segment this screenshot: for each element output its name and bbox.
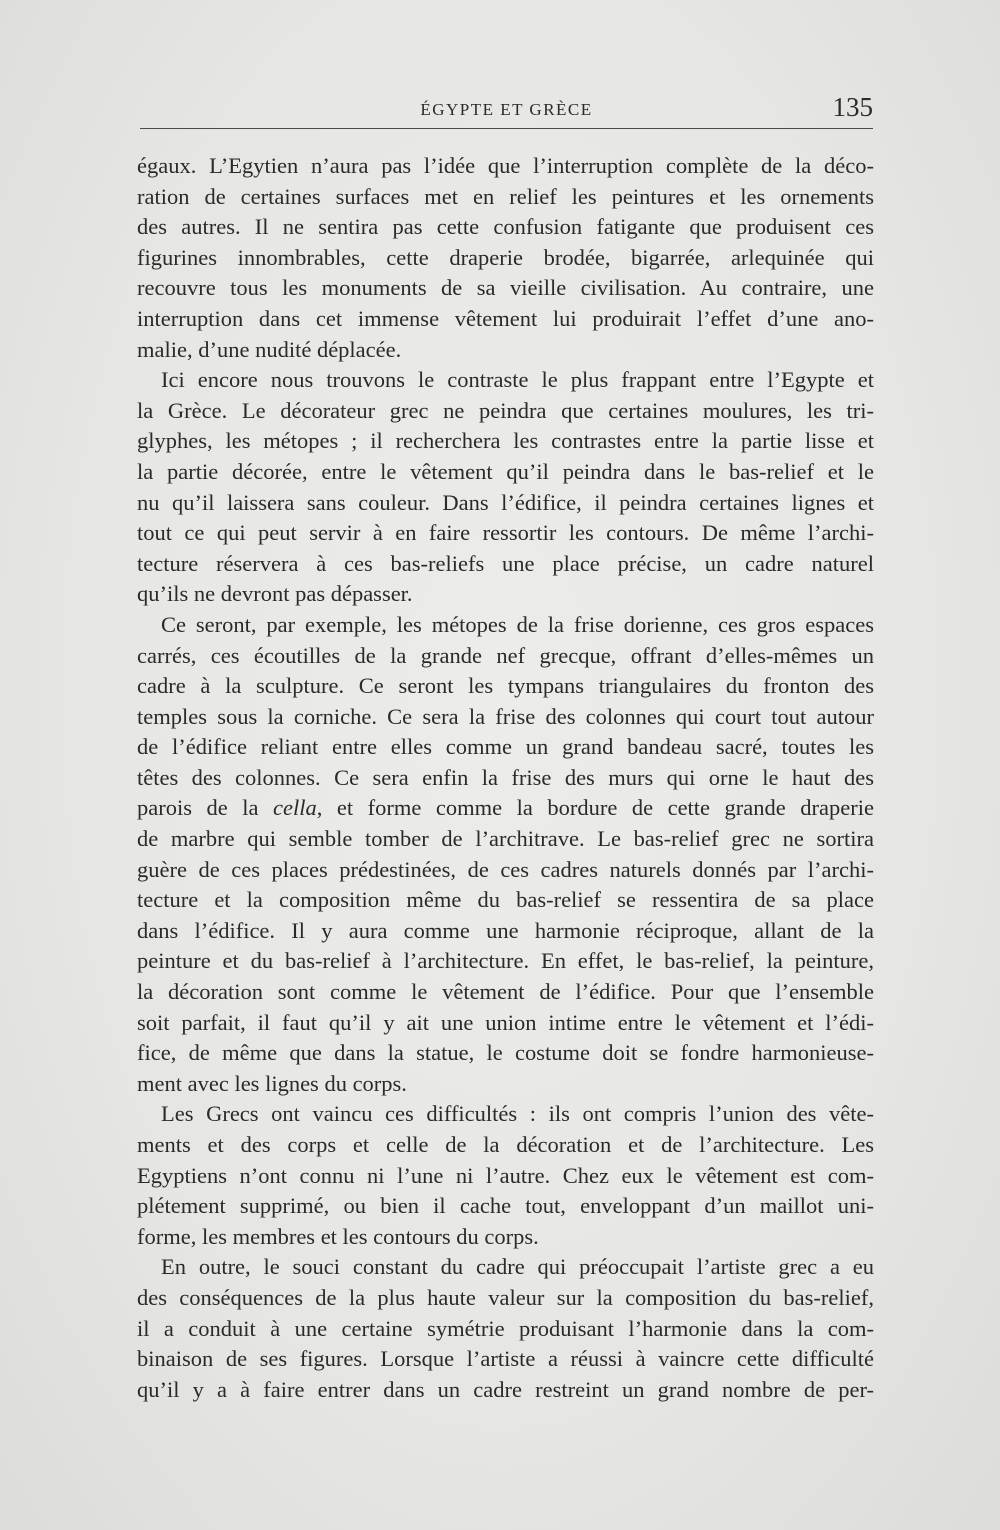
text-line: cadre à la sculpture. Ce seront les tympans triangulaires du fronton des	[137, 673, 874, 699]
text-line: Egyptiens n’ont connu ni l’une ni l’autre. Chez eux le vêtement est com-	[137, 1162, 874, 1188]
text-line: plétement supprimé, ou bien il cache tout, enveloppant d’un maillot uni-	[137, 1193, 874, 1219]
text-line: figurines innombrables, cette draperie brodée, bigarrée, arlequinée qui	[137, 244, 874, 270]
running-title: ÉGYPTE ET GRÈCE	[420, 100, 593, 119]
text-line: la décoration sont comme le vêtement de l’édifice. Pour que l’ensemble	[137, 979, 874, 1005]
text-line: fice, de même que dans la statue, le costume doit se fondre harmonieuse-	[137, 1040, 874, 1066]
text-line: soit parfait, il faut qu’il y ait une union intime entre le vêtement et l’édi-	[137, 1009, 874, 1035]
text-line: des conséquences de la plus haute valeur sur la composition du bas-relief,	[137, 1284, 874, 1310]
text-line: recouvre tous les monuments de sa vieille civilisation. Au contraire, une	[137, 275, 874, 301]
text-line: de l’édifice reliant entre elles comme un grand bandeau sacré, toutes les	[137, 734, 874, 760]
text-line: carrés, ces écoutilles de la grande nef grecque, offrant d’elles-mêmes un	[137, 642, 874, 668]
text-line: la Grèce. Le décorateur grec ne peindra que certaines moulures, les tri-	[137, 397, 874, 423]
text-line: tout ce qui peut servir à en faire ressortir les contours. De même l’archi-	[137, 520, 874, 546]
text-line: guère de ces places prédestinées, de ces cadres naturels donnés par l’archi-	[137, 856, 874, 882]
text-line: la partie décorée, entre le vêtement qu’il peindra dans le bas-relief et le	[137, 458, 874, 484]
body-text	[137, 151, 874, 1405]
text-line: têtes des colonnes. Ce sera enfin la frise des murs qui orne le haut des	[137, 764, 874, 790]
text-line: parois de la cella, et forme comme la bordure de cette grande draperie	[137, 795, 874, 821]
text-line: nu qu’il laissera sans couleur. Dans l’édifice, il peindra certaines lignes et	[137, 489, 874, 515]
text-line: Ici encore nous trouvons le contraste le plus frappant entre l’Egypte et	[161, 367, 874, 393]
text-line: qu’ils ne devront pas dépasser.	[137, 581, 413, 607]
text-line: des autres. Il ne sentira pas cette confusion fatigante que produisent ces	[137, 214, 874, 240]
text-line: ments et des corps et celle de la décoration et de l’architecture. Les	[137, 1132, 874, 1157]
header-rule	[140, 128, 873, 129]
text-line: ration de certaines surfaces met en relief les peintures et les ornements	[137, 183, 874, 209]
text-line: qu’il y a à faire entrer dans un cadre restreint un grand nombre de per-	[137, 1376, 874, 1402]
text-line: ment avec les lignes du corps.	[137, 1070, 407, 1096]
text-line: peinture et du bas-relief à l’architecture. En effet, le bas-relief, la peinture,	[137, 948, 874, 974]
text-line: égaux. L’Egytien n’aura pas l’idée que l’interruption complète de la déco-	[137, 153, 874, 178]
text-line: tecture et la composition même du bas-relief se ressentira de sa place	[137, 887, 874, 913]
text-line: temples sous la corniche. Ce sera la frise des colonnes qui court tout autour	[137, 703, 874, 729]
text-line: interruption dans cet immense vêtement lui produirait l’effet d’une ano-	[137, 305, 874, 331]
text-line: il a conduit à une certaine symétrie produisant l’harmonie dans la com-	[137, 1315, 874, 1341]
text-line: Ce seront, par exemple, les métopes de la frise dorienne, ces gros espaces	[161, 611, 874, 637]
text-line: Les Grecs ont vaincu ces difficultés : ils ont compris l’union des vête-	[161, 1101, 874, 1127]
page-number: 135	[832, 92, 873, 122]
text-line: forme, les membres et les contours du corps.	[137, 1223, 539, 1249]
page-header	[140, 92, 873, 126]
text-line: En outre, le souci constant du cadre qui préoccupait l’artiste grec a eu	[161, 1254, 874, 1280]
text-line: tecture réservera à ces bas-reliefs une place précise, un cadre naturel	[137, 550, 874, 576]
italic-word: cella	[273, 795, 317, 821]
text-line: glyphes, les métopes ; il recherchera les contrastes entre la partie lisse et	[137, 428, 874, 454]
text-line: malie, d’une nudité déplacée.	[137, 336, 402, 362]
text-line: de marbre qui semble tomber de l’architrave. Le bas-relief grec ne sortira	[137, 826, 874, 852]
text-line: dans l’édifice. Il y aura comme une harmonie réciproque, allant de la	[137, 917, 874, 943]
text-line: binaison de ses figures. Lorsque l’artiste a réussi à vaincre cette difficulté	[137, 1346, 874, 1372]
